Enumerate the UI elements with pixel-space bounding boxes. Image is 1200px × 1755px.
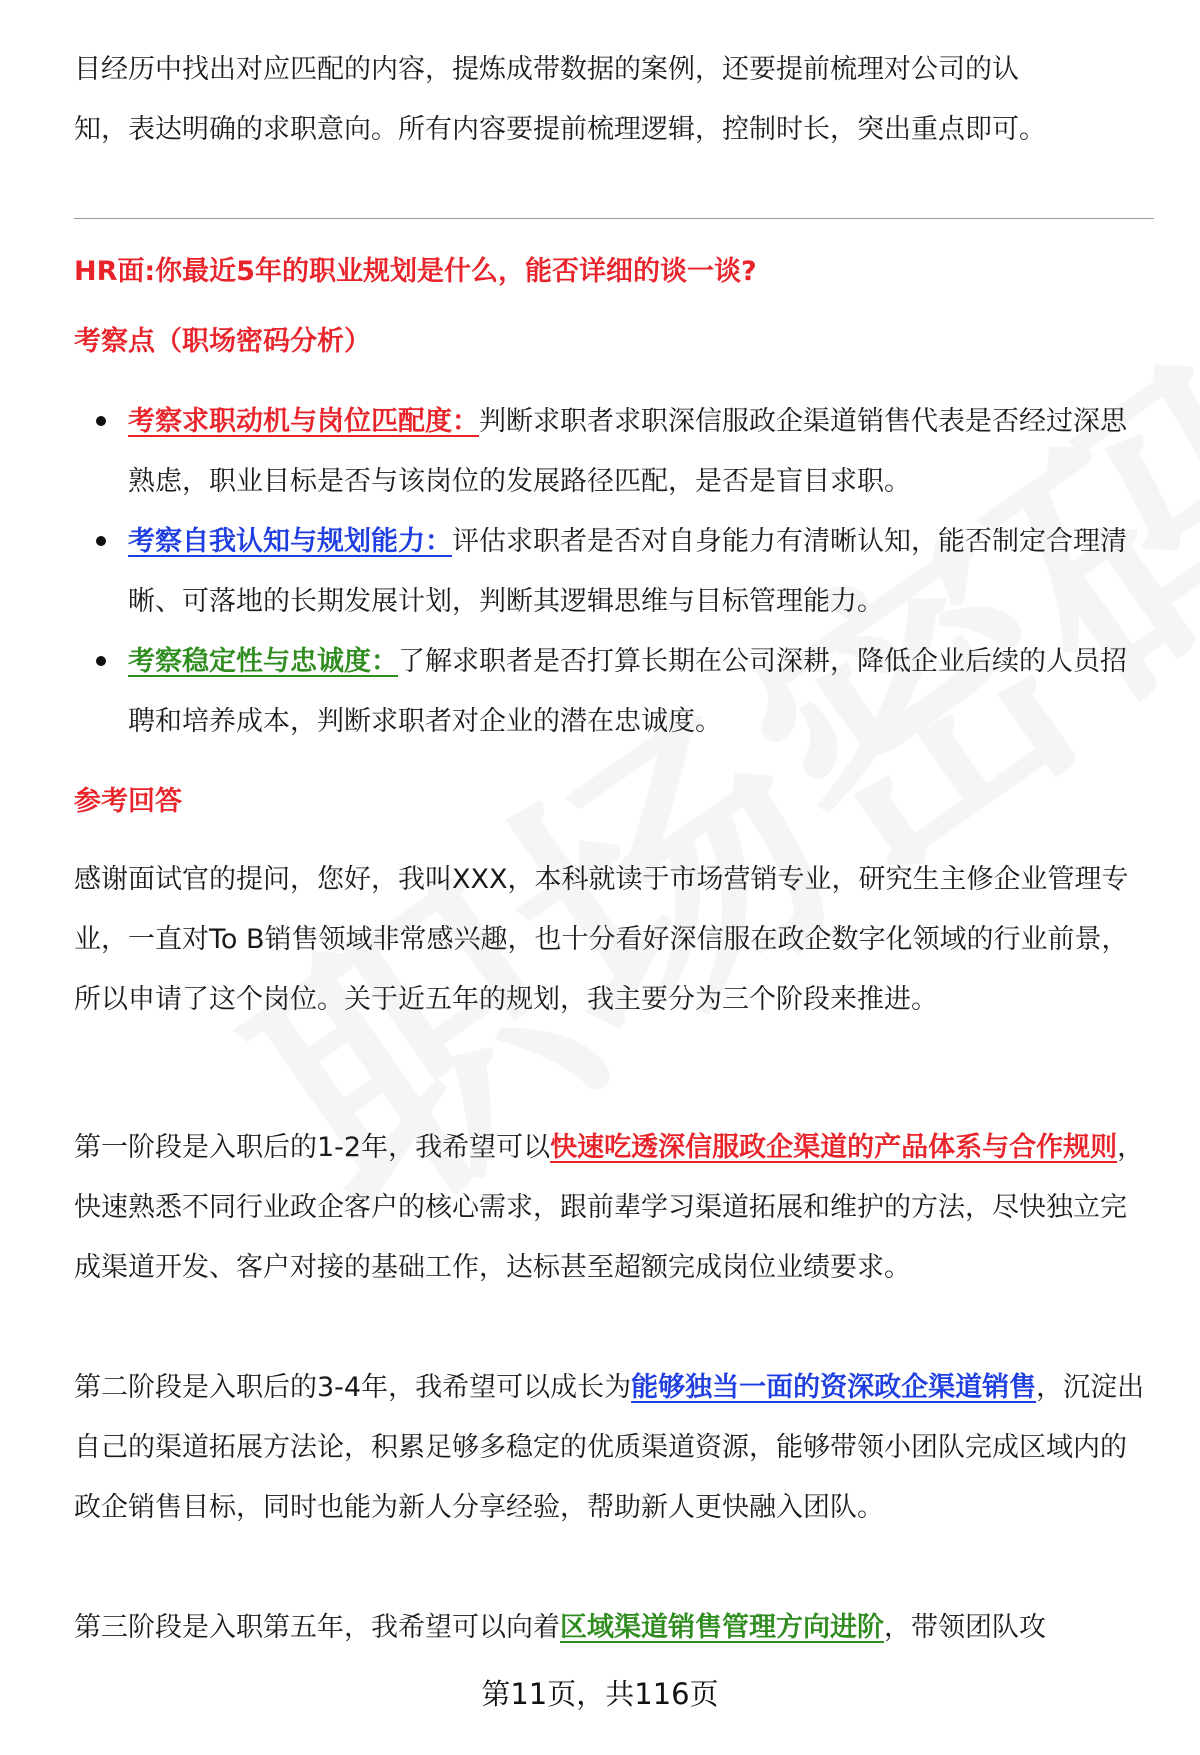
analysis-text: 评估求职者是否对自身能力有清晰认知，能否制定合理清晰、可落地的长期发展计划，判断其逻辑思维与目标管理能力。: [128, 526, 1127, 617]
stage-highlight: 快速吃透深信服政企渠道的产品体系与合作规则: [550, 1132, 1118, 1163]
analysis-text: 了解求职者是否打算长期在公司深耕，降低企业后续的人员招聘和培养成本，判断求职者对企业的潜在忠诚度。: [128, 646, 1127, 737]
analysis-keyword: 考察自我认知与规划能力：: [128, 526, 452, 557]
bullet-dot-icon: [96, 416, 106, 426]
stage-highlight: 能够独当一面的资深政企渠道销售: [631, 1372, 1037, 1403]
answer-heading: 参考回答: [74, 786, 182, 817]
intro-line-1: 目经历中找出对应匹配的内容，提炼成带数据的案例，还要提前梳理对公司的认: [74, 54, 1019, 85]
stage-1-paragraph: [74, 1118, 1149, 1298]
intro-line-2: 知，表达明确的求职意向。所有内容要提前梳理逻辑，控制时长，突出重点即可。: [74, 114, 1046, 145]
stage-text: ，沉淀出自己的渠道拓展方法论，积累足够多稳定的优质渠道资源，能够带领小团队完成区域内的政企销售目标，同时也能为新人分享经验，帮助新人更快融入团队。: [74, 1372, 1145, 1523]
bullet-dot-icon: [96, 536, 106, 546]
stage-text: 第一阶段是入职后的1-2年，我希望可以: [74, 1132, 551, 1163]
analysis-point-3: [96, 632, 1146, 752]
stage-text: ，带领团队攻: [884, 1612, 1046, 1643]
analysis-keyword: 考察稳定性与忠诚度：: [128, 646, 398, 677]
analysis-heading: 考察点（职场密码分析）: [74, 326, 371, 357]
stage-text: ，快速熟悉不同行业政企客户的核心需求，跟前辈学习渠道拓展和维护的方法，尽快独立完成渠道开发、客户对接的基础工作，达标甚至超额完成岗位业绩要求。: [74, 1132, 1145, 1283]
analysis-point-1: [96, 392, 1146, 512]
stage-text: 第二阶段是入职后的3-4年，我希望可以成长为: [74, 1372, 632, 1403]
section-divider: [74, 218, 1154, 219]
analysis-text: 判断求职者求职深信服政企渠道销售代表是否经过深思熟虑，职业目标是否与该岗位的发展路径匹配，是否是盲目求职。: [128, 406, 1127, 497]
analysis-point-2: [96, 512, 1146, 632]
stage-highlight: 区域渠道销售管理方向进阶: [560, 1612, 884, 1643]
stage-2-paragraph: [74, 1358, 1149, 1538]
answer-intro: 感谢面试官的提问，您好，我叫XXX，本科就读于市场营销专业，研究生主修企业管理专业，一直对To B销售领域非常感兴趣，也十分看好深信服在政企数字化领域的行业前景，所以申请了这个岗位。关于近五年的规划，我主要分为三个阶段来推进。: [74, 864, 1129, 1015]
stage-text: 第三阶段是入职第五年，我希望可以向着: [74, 1612, 560, 1643]
bullet-dot-icon: [96, 656, 106, 666]
stage-3-paragraph: [74, 1598, 1149, 1658]
question-heading: HR面:你最近5年的职业规划是什么，能否详细的谈一谈?: [74, 256, 757, 287]
page-number: 第11页，共116页: [481, 1677, 719, 1711]
analysis-keyword: 考察求职动机与岗位匹配度：: [128, 406, 479, 437]
